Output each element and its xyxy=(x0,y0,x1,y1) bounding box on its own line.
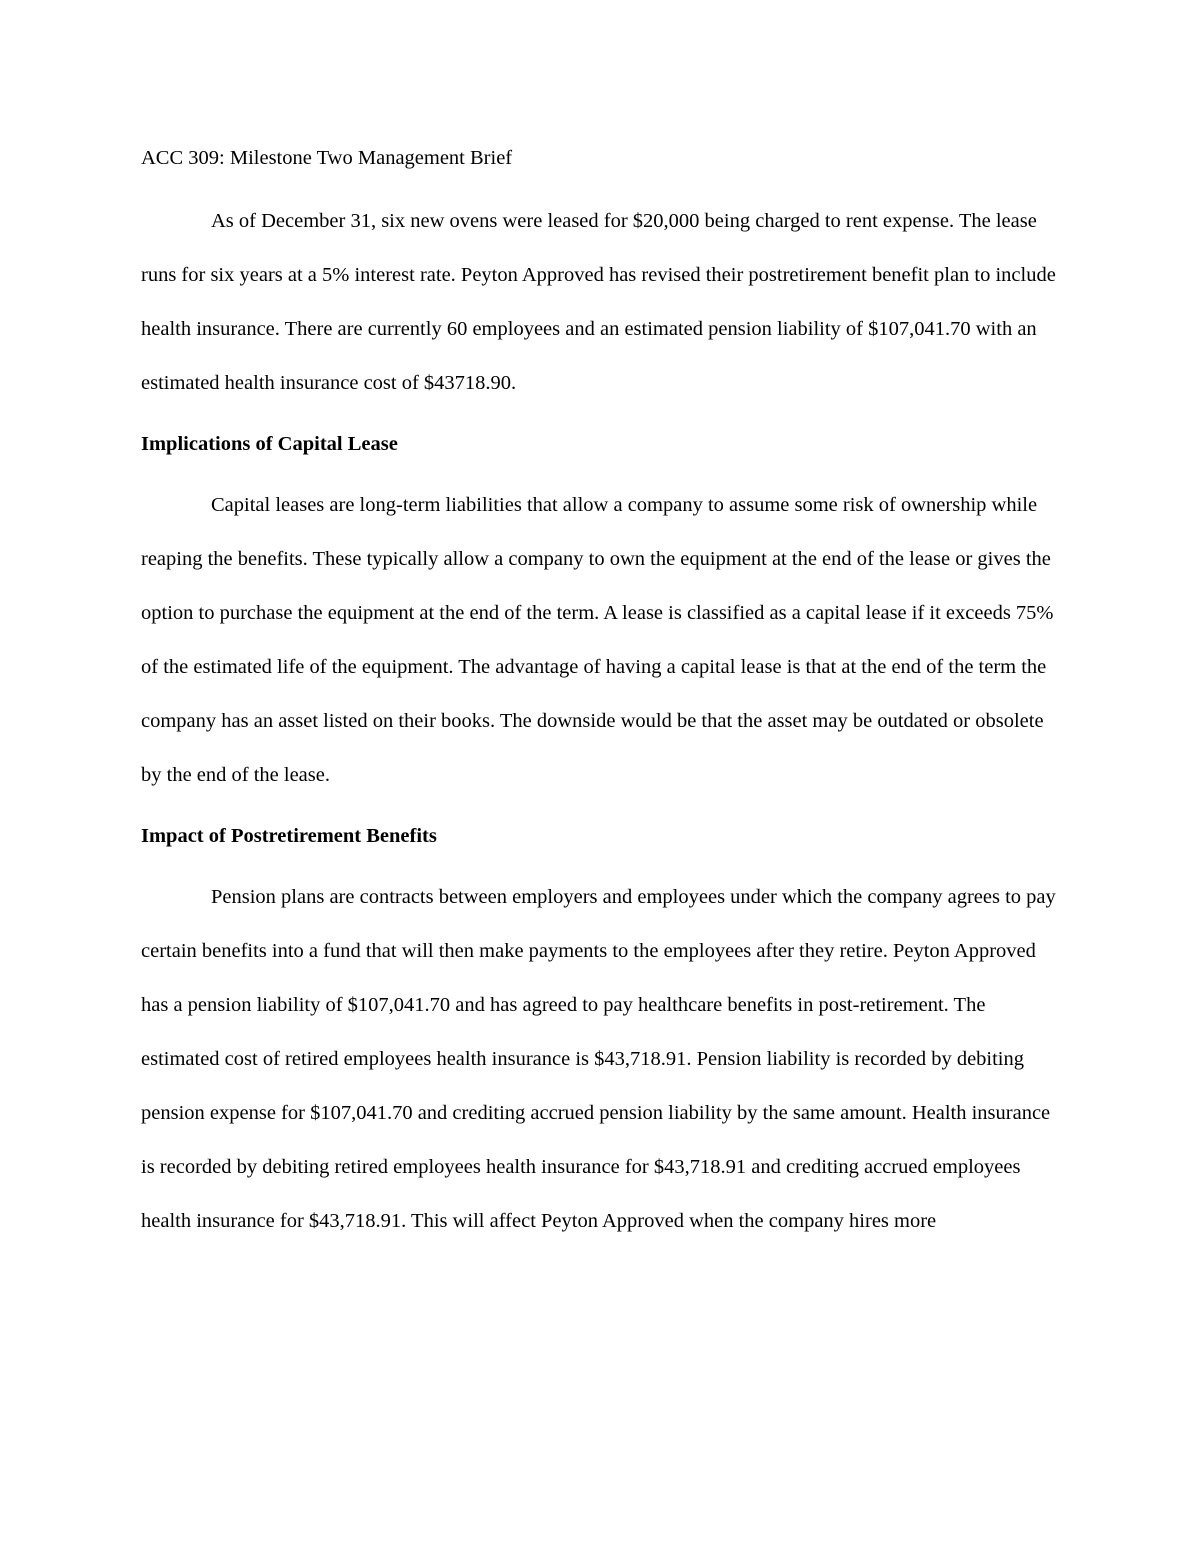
capital-lease-paragraph: Capital leases are long-term liabilities that allow a company to assume some risk of ownership while reaping the benefits. These typically allow a company to own the equipment at the end of the lease or gives the option to purchase the equipment at the end of the term. A lease is classified as a capital lease if it exceeds 75% of the estimated life of the equipment. The advantage of having a capital lease is that at the end of the term the company has an asset listed on their books. The downside would be that the asset may be outdated or obsolete by the end of the lease. xyxy=(141,494,1054,786)
document-title: ACC 309: Milestone Two Management Brief xyxy=(141,147,513,169)
intro-paragraph: As of December 31, six new ovens were leased for $20,000 being charged to rent expense. The lease runs for six years at a 5% interest rate. Peyton Approved has revised their postretirement benefit plan to include health insurance. There are currently 60 employees and an estimated pension liability of $107,041.70 with an estimated health insurance cost of $43718.90. xyxy=(141,210,1056,394)
section-heading-postretirement-benefits: Impact of Postretirement Benefits xyxy=(141,825,437,847)
section-heading-capital-lease: Implications of Capital Lease xyxy=(141,433,398,455)
postretirement-benefits-paragraph: Pension plans are contracts between employers and employees under which the company agrees to pay certain benefits into a fund that will then make payments to the employees after they retire. Peyton Approved has a pension liability of $107,041.70 and has agreed to pay healthcare benefits in post-retirement. The estimated cost of retired employees health insurance is $43,718.91. Pension liability is recorded by debiting pension expense for $107,041.70 and crediting accrued pension liability by the same amount. Health insurance is recorded by debiting retired employees health insurance for $43,718.91 and crediting accrued employees health insurance for $43,718.91. This will affect Peyton Approved when the company hires more xyxy=(141,886,1056,1232)
document-body xyxy=(141,140,1063,1248)
